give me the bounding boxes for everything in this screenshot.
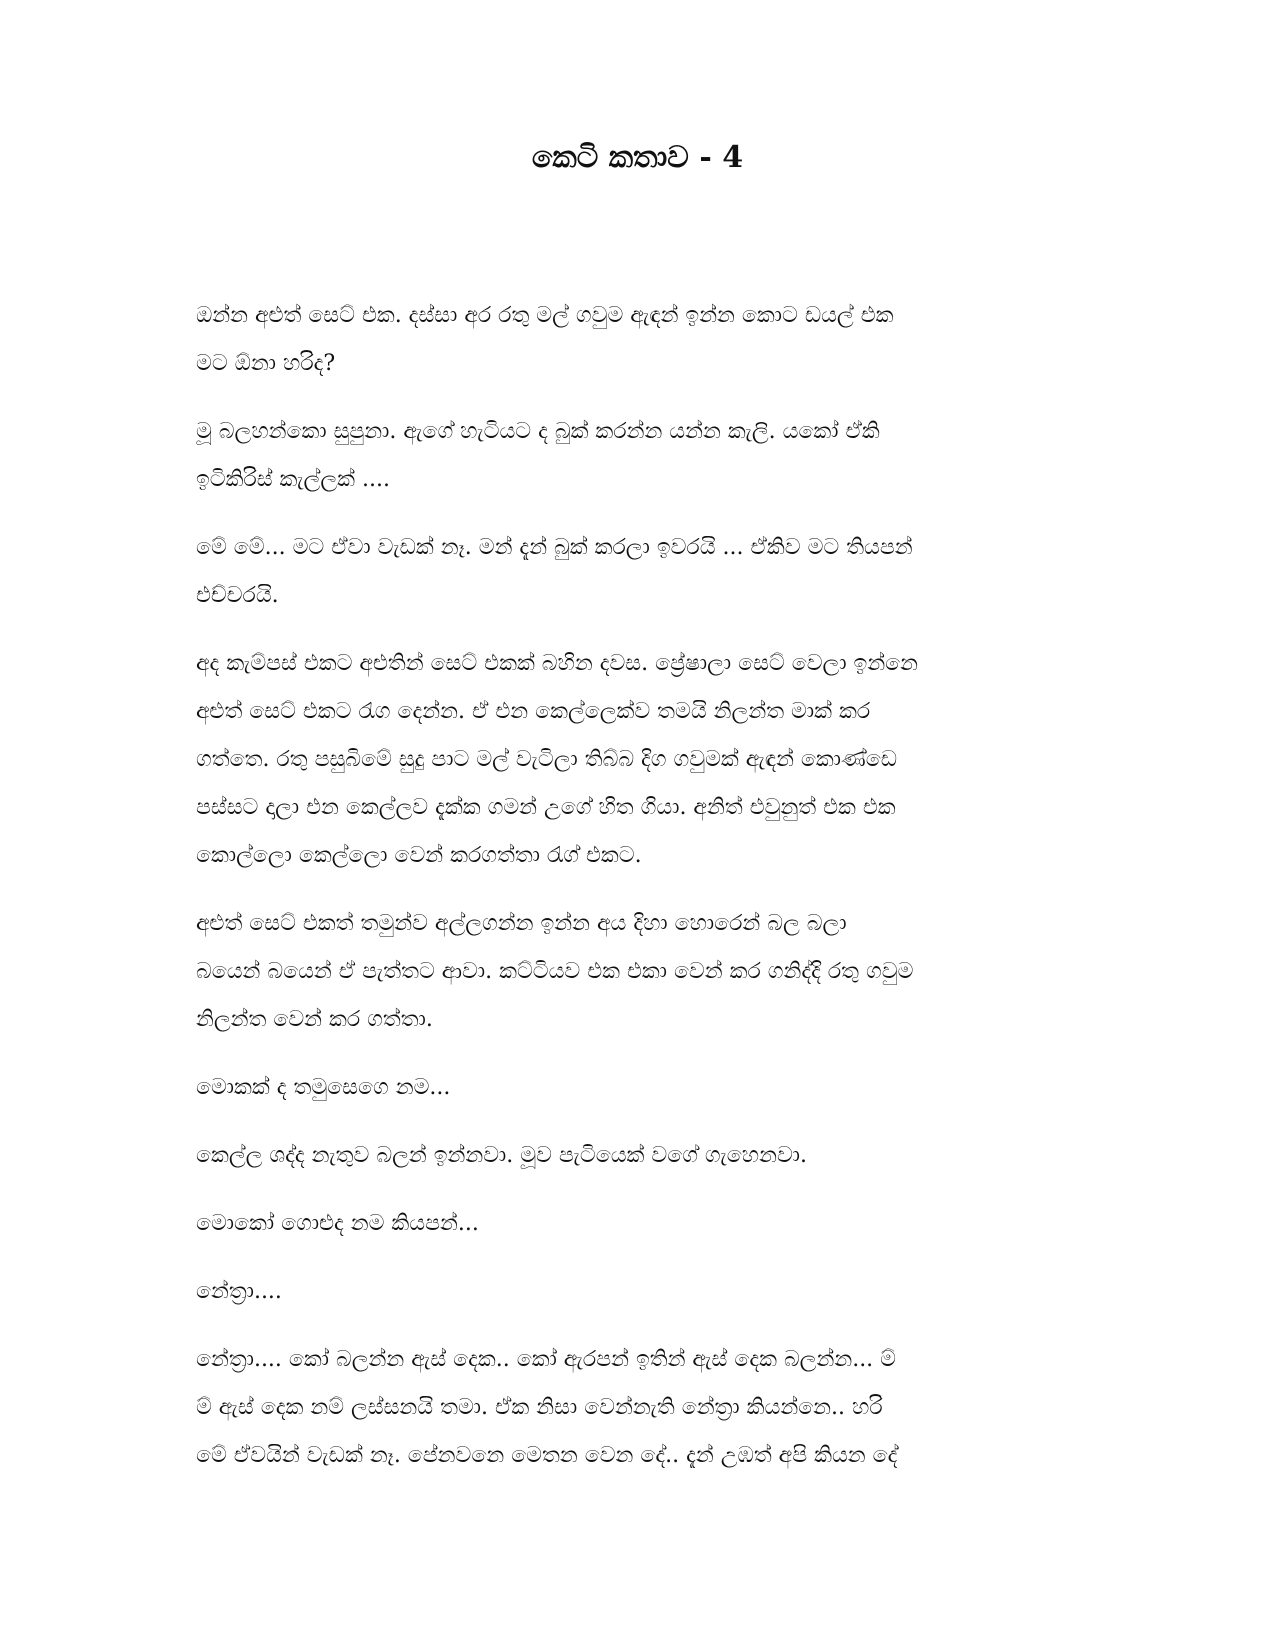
- paragraph: නේත්‍රා.... කෝ බලන්න ඇස් දෙක.. කෝ ඇරපන් ඉතින් ඇස් දෙක බලන්න... ම් ම් ඇස් දෙක නම් ලස්සනයි තමා. ඒක නිසා වෙන්නැති නේත්‍රා කියන්නෙ.. හරි මේ ඒවයින් වැඩක් නෑ. පේනවනෙ මෙතන වෙන දේ.. දැන් උඹත් අපි කියන දේ: [196, 1347, 898, 1468]
- paragraph: මොකක් ද තමුසෙගෙ නම...: [196, 1075, 451, 1100]
- paragraph: ඔන්න අළුත් සෙට් එක. දස්සා අර රතු මල් ගවුම ඇඳන් ඉන්න කොට ඩයල් එක මට ඕනා හරිද?: [196, 303, 894, 376]
- paragraph: අද කැම්පස් එකට අළුතින් සෙට් එකක් බහින දවස. ප්‍රේෂාලා සෙට් වෙලා ඉන්නෙ අළුත් සෙට් එකට රැග දෙන්න. ඒ එන කෙල්ලෙක්ව තමයි නිලන්ත මාක් කර ගත්තෙ. රතු පසුබිමේ සුදු පාට මල් වැටිලා තිබ්බ දිග ගවුමක් ඇඳන් කොණ්ඩෙ පස්සට දාලා එන කෙල්ලව දැක්ක ගමන් උගේ හිත ගියා. අනිත් එවුනුත් එක එක කොල්ලො කෙල්ලො වෙන් කරගත්තා රැග් එකට.: [196, 651, 919, 868]
- paragraph: මූ බලහන්කො සුපුනා. ඇගේ හැටියට ද බුක් කරන්න යන්න කැලි. යකෝ ඒකි ඉටිකිරිස් කැල්ලක් ....: [196, 419, 880, 492]
- paragraph: මේ මේ... මට ඒවා වැඩක් නෑ. මන් දැන් බුක් කරලා ඉවරයි ... ඒකිව මට තියපන් එච්චරයි.: [196, 535, 913, 608]
- paragraph: කෙල්ල ශද්ද නැතුව බලන් ඉන්නවා. මූව පැටියෙක් වගේ ගැහෙනවා.: [196, 1143, 808, 1168]
- paragraph: අළුත් සෙට් එකත් තමුන්ව අල්ලගන්න ඉන්න අය දිහා හොරෙන් බල බලා බයෙන් බයෙන් ඒ පැත්තට ආවා. කට්ටියව එක එකා වෙන් කර ගනිද්දි රතු ගවුම නිලන්ත වෙන් කර ගත්තා.: [196, 911, 914, 1032]
- story-body: [196, 292, 1076, 1500]
- paragraph: මොකෝ ගොළුද නම කියපන්...: [196, 1211, 479, 1236]
- paragraph: නේත්‍රා....: [196, 1279, 282, 1304]
- page-title: කෙටි කතාව - 4: [531, 140, 744, 175]
